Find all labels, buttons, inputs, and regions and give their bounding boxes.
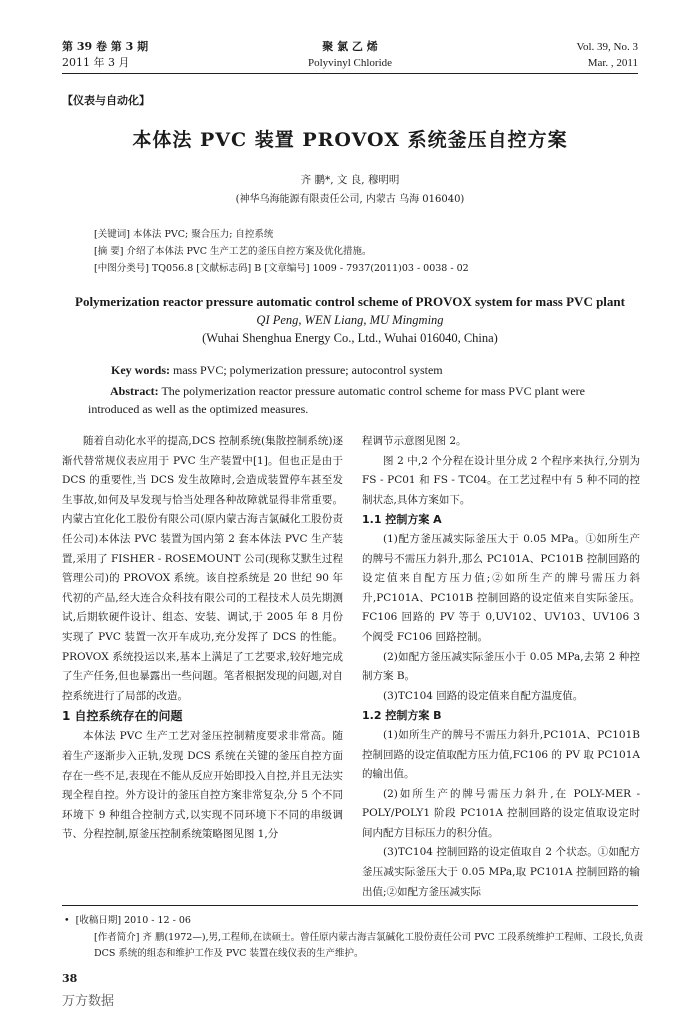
page-number: 38 xyxy=(62,972,78,985)
footnote-bio: [作者简介] 齐 鹏(1972—),男,工程师,在读硕士。曾任原内蒙古海吉氯碱化工股份责任公司 PVC 工段系统维护工程师、工段长,负责 DCS 系统的组态和维护工作及 PVC 装置在线仪表的生产维护。 xyxy=(94,932,644,959)
watermark: 万方数据 xyxy=(62,994,115,1009)
section-heading-1: 1 自控系统存在的问题 xyxy=(62,709,183,724)
journal-name-cn: 聚 氯 乙 烯 xyxy=(322,40,378,53)
paragraph: (2)如配方釜压减实际釜压小于 0.05 MPa,去第 2 种控制方案 B。 xyxy=(362,650,640,683)
authors: 齐 鹏*, 文 良, 穆明明 xyxy=(300,174,400,186)
footnote-rule xyxy=(62,905,638,906)
paragraph: 图 2 中,2 个分程在设计里分成 2 个程序来执行,分别为 FS - PC01 和 FS - TC04。在工艺过程中有 5 种不同的控制状态,具体方案如下。 xyxy=(362,454,640,506)
abstract-en-label: Abstract: xyxy=(110,384,159,398)
journal-date-en: Mar. , 2011 xyxy=(587,57,638,69)
paragraph: 本体法 PVC 生产工艺对釜压控制精度要求非常高。随着生产逐渐步入正轨,发现 DCS 系统在关键的釜压自控方面存在一些不足,表现在不能从反应开始即投入自控,并且无法实现全程自控。外方设计的釜压自控方案非常复杂,分 5 个不同环境下 9 种组合控制方式,以实现不同环境下不同的串级调节、分程控制,原釜压控制系统策略图见图 1,分 xyxy=(62,730,343,841)
paragraph: 程调节示意图见图 2。 xyxy=(362,435,467,447)
affiliation: (神华乌海能源有限责任公司, 内蒙古 乌海 016040) xyxy=(235,194,465,205)
keywords-en-label: Key words: xyxy=(111,363,170,377)
journal-date: 2011 年 3 月 xyxy=(62,56,130,69)
paragraph: (1)如所生产的牌号不需压力斜升,PC101A、PC101B 控制回路的设定值取配方压力值,FC106 的 PV 取 PC101A 的输出值。 xyxy=(362,728,640,781)
abstract-en-text: The polymerization reactor pressure automatic control scheme for mass PVC plant were introduced as well as the optimized measures. xyxy=(88,384,585,416)
classification-line: [中图分类号] TQ056.8 [文献标志码] B [文章编号] 1009 - 7937(2011)03 - 0038 - 02 xyxy=(94,263,469,274)
header-rule xyxy=(62,73,638,74)
affiliation-en: (Wuhai Shenghua Energy Co., Ltd., Wuhai 016040, China) xyxy=(202,331,498,345)
footnote-bullet: • xyxy=(64,915,76,926)
abstract-en xyxy=(88,382,623,418)
abstract-cn: [摘 要] 介绍了本体法 PVC 生产工艺的釜压自控方案及优化措施。 xyxy=(94,246,372,257)
paragraph: (3)TC104 控制回路的设定值取自 2 个状态。①如配方釜压减实际釜压大于 0.05 MPa,取 PC101A 控制回路的输出值;②如配方釜压减实际 xyxy=(362,846,640,898)
page-title: 本体法 PVC 装置 PROVOX 系统釜压自控方案 xyxy=(132,129,568,151)
right-column xyxy=(362,432,640,902)
title-en: Polymerization reactor pressure automatic control scheme of PROVOX system for mass PVC plant xyxy=(75,294,625,309)
authors-en: QI Peng, WEN Liang, MU Mingming xyxy=(256,313,444,327)
journal-volume-en: Vol. 39, No. 3 xyxy=(576,41,638,53)
subsection-heading-1-2: 1.2 控制方案 B xyxy=(362,709,442,723)
footnote-received xyxy=(64,912,191,929)
received-date: [收稿日期] 2010 - 12 - 06 xyxy=(75,915,191,926)
left-column xyxy=(62,432,343,845)
keywords-cn: [关键词] 本体法 PVC; 聚合压力; 自控系统 xyxy=(94,229,274,240)
paragraph: 随着自动化水平的提高,DCS 控制系统(集散控制系统)逐渐代替常规仪表应用于 PVC 生产装置中[1]。但也正是由于 DCS 的重要性,当 DCS 发生故障时,会造成装置停车甚至发生事故,如何及早发现与恰当处理各种故障就显得非常重要。内蒙古宜化化工股份有限公司(原内蒙古海吉氯碱化工股份责任公司)本体法 PVC 装置为国内第 2 套本体法 PVC 生产装置,采用了 FISHER - ROSEMOUNT 公司(现称艾默生过程管理公司)的 PROVOX 系统。该自控系统是 20 世纪 90 年代初的产品,经大连合众科技有限公司的工程技术人员先期测试,后期软硬件设计、组态、安装、调试,于 2005 年 8 月份实现了 PVC 装置一次开车成功,充分发挥了 DCS 的性能。PROVOX 系统投运以来,基本上满足了工艺要求,较好地完成了生产任务,但也暴露出一些问题。笔者根据发现的问题,对自控系统进行了局部的改造。 xyxy=(62,435,343,702)
subsection-heading-1-1: 1.1 控制方案 A xyxy=(362,513,442,527)
paragraph: (3)TC104 回路的设定值来自配方温度值。 xyxy=(383,689,584,702)
paragraph: (1)配方釜压减实际釜压大于 0.05 MPa。①如所生产的牌号不需压力斜升,那么 PC101A、PC101B 控制回路的设定值来自配方压力值;②如所生产的牌号需压力斜升,PC101A、PC101B 控制回路的设定值来自实际釜压。FC106 回路的 PV 等于 0,UV102、UV103、UV106 3 个阀受 FC106 回路控制。 xyxy=(362,532,640,643)
keywords-en xyxy=(111,363,443,378)
journal-volume-issue: 第 39 卷 第 3 期 xyxy=(62,40,149,53)
keywords-en-text: mass PVC; polymerization pressure; autocontrol system xyxy=(170,363,443,377)
section-tag: 【仪表与自动化】 xyxy=(62,94,150,107)
paragraph: (2)如所生产的牌号需压力斜升,在 POLY-MER - POLY/POLY1 阶段 PC101A 控制回路的设定值取设定时间内配方目标压力的积分值。 xyxy=(362,787,640,839)
journal-name-en: Polyvinyl Chloride xyxy=(307,57,393,69)
